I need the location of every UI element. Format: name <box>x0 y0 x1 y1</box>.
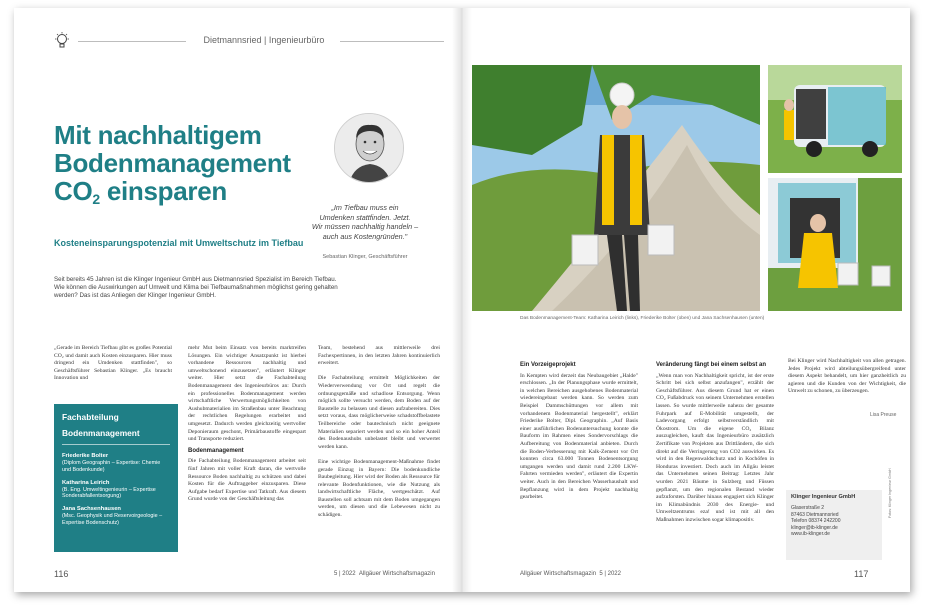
article-subtitle: Kosteneinsparungspotenzial mit Umweltschutz im Tiefbau <box>54 238 304 248</box>
left-page <box>14 8 462 592</box>
team-member-role: (B. Eng. Umweltingenieurin – Expertise Sonderabfallentsorgung) <box>62 486 156 500</box>
team-photo-van <box>768 65 902 173</box>
header-rule-left <box>78 41 186 42</box>
team-photo-kneeling <box>768 178 902 311</box>
sidebox-title: Fachabteilung <box>62 412 119 422</box>
team-sidebox <box>54 404 178 552</box>
portrait-illustration <box>335 114 404 183</box>
subheading-veraenderung: Veränderung fängt bei einem selbst an <box>656 362 767 368</box>
text-column-5: Veränderung fängt bei einem selbst an „Wenn man von Nachhaltigkeit spricht, ist der erste Schritt bei sich selbst anzufangen", erzählt der Geschäftsführer. Aus diesem Grund hat er einen CO₂ Fußabdruck von seinem Unternehmen erstellen lassen. So wurde mittlerweile nahezu der gesamte Fuhrpark auf E-Mobilität umgestellt, der Ladevorgang erfolgt selbstverständlich mit Ökostrom. Um die eigene CO₂ Bilanz auszugleichen, kauft das Ingenieurbüro zusätzlich Zertifikate von Projekten aus Drittländern, die sich direkt auf die Verringerung von CO2 auswirken. Es wird in den Regenwaldschutz und in Kochöfen in Honduras investiert. Doch auch im Allgäu leistet das Unternehmen seinen Beitrag: Letztes Jahr wurden 2021 Bäume in Sulzberg und Füssen gepflanzt, um den regionalen Bestand wieder aufzuforsten. Darüber hinaus engagiert sich Klinger im Klimabündnis 2030 des Energie- und Umweltzentrums eza! und ist mit all den Maßnahmen inzwischen sogar klimapositiv. <box>656 362 774 523</box>
company-email: klinger@ib-klinger.de <box>791 524 838 531</box>
text-column-2: mehr Mut beim Einsatz von bereits marktreifen Lösungen. Ein wichtiger Ansatzpunkt ist hierbei vorhandene Ressourcen nachhaltig und umweltschonend einzusetzen", erläutert Klinger weiter. Hier setzt die Fachabteilung Bodenmanagement des Ingenieurbüros an: Durch ein professionelles Bodenmanagement werden wirtschaftliche Verwertungsmöglichkeiten von Aushubmaterialien im Straßenbau unter Beachtung der rechtlichen Regelungen erarbeitet und umgesetzt. Dadurch werden gleichzeitig wertvoller Deponieraum geschont, Primärbaustoffe eingespart und Transporte reduziert. Bodenmanagement Die Fachabteilung Bodenmanagement arbeitet seit fünf Jahren mit voller Kraft daran, die wertvolle Ressource Boden nachhaltig zu schützen und dabei Kosten für die Auftraggeber einzusparen. Diese Aufgabe bedarf Expertise und Tatkraft. Aus diesem Grund wurde von der Geschäftsleitung das <box>188 345 306 503</box>
page-gutter-shadow <box>452 8 472 592</box>
text-column-6: Bei Klinger wird Nachhaltigkeit von allen getragen. Jedes Projekt wird abteilungsübergreifend unter diesem Aspekt behandelt, um hier ganzheitlich zu agieren und die Kunden von der Wichtigkeit, die Umwelt zu schonen, zu überzeugen. <box>788 358 906 395</box>
text-column-1: „Gerade im Bereich Tiefbau gibt es großes Potential CO₂ und damit auch Kosten einzusparen. Hier muss dringend ein Umdenken stattfinden", so Geschäftsführer Sebastian Klinger. „Es braucht Innovation und <box>54 345 172 382</box>
photo-credit-vertical: Fotos: Klinger Ingenieur GmbH <box>888 468 892 518</box>
team-member-name: Jana Sachsenhausen <box>62 506 121 513</box>
photo-caption: Das Bodenmanagement-Team: Katharina Leirich (links), Friederike Bolter (oben) und Jana Sachsenhausen (unten) <box>520 316 765 321</box>
team-member-name: Katharina Leirich <box>62 479 110 486</box>
company-contact-box <box>786 490 882 560</box>
article-intro: Seit bereits 45 Jahren ist die Klinger Ingenieur GmbH aus Dietmannsried Spezialist im Bereich Tiefbau. Wie können die Auswirkungen auf Umwelt und Klima bei Tiefbaumaßnahmen möglichst gering gehalten werden? Das ist das Anliegen der Klinger Ingenieur GmbH. <box>54 276 338 300</box>
section-header: Dietmannsried | Ingenieurbüro <box>203 35 325 45</box>
photo-illustration-gravel <box>472 65 760 311</box>
sidebox-title-2: Bodenmanagement <box>62 428 140 438</box>
text-column-4: Ein Vorzeigeprojekt In Kempten wird derzeit das Neubaugebiet „Halde" erschlossen. „In der Planungsphase wurde ermittelt, in welchen Bereichen ausgehobenes Bodenmaterial wiedereingebaut werden kann. So werden zum Beispiel Dammschüttungen vor allem mit vorhandenem Bodenmaterial hergestellt", erklärt Friederike Bolter, Dipl. Geographin. „Auf Basis einer ausführlichen Bodenuntersuchung konnte die Bauform im Rahmen eines Sondervorschlags die Aufbereitung von Bodenmaterial anbieten. Durch die Boden-Verbesserung mit Kalk-Zement vor Ort konnten circa 63.000 Tonnen Bodenentsorgung umgangen werden und damit rund 2.200 LKW-Fahrten vermieden werden", erläutert die Expertin weiter. Auch in den Bereichen Wasserhaushalt und Bepflanzung wird in dem Projekt nachhaltig gearbeitet. <box>520 362 638 501</box>
photo-illustration-kneeling <box>768 178 902 311</box>
team-member-name: Friederike Bolter <box>62 453 109 459</box>
company-name: Klinger Ingenieur GmbH <box>791 494 856 500</box>
header-rule-right <box>340 41 444 42</box>
pull-quote: „Im Tiefbau muss ein Umdenken stattfinden. Jetzt. Wir müssen nachhaltig handeln – auch aus Kostengründen." <box>311 203 419 241</box>
photo-illustration-van <box>768 65 902 173</box>
right-page <box>462 8 910 592</box>
team-photo-main <box>472 65 760 311</box>
team-member-role: (Msc. Geophysik und Reservoirgeologie – Expertise Bodenschutz) <box>62 513 163 526</box>
company-phone: Telefon 08374 242200 <box>791 518 841 525</box>
article-title: Mit nachhaltigem Bodenmanagement $CO_2$ einsparen <box>54 120 291 207</box>
author-signature: Lisa Preuse <box>870 412 897 418</box>
team-member-role: (Diplom Geographin – Expertise: Chemie und Bodenkunde) <box>62 460 161 473</box>
text-column-3: Team, bestehend aus mittlerweile drei Fachexpertinnen, in den letzten Jahren kontinuierlich erweitert. Die Fachabteilung ermittelt Möglichkeiten der Wiederverwendung vor Ort und regelt die ordnungsgemäße und schadlose Entsorgung. Wenn möglich sollte versucht werden, dem Boden auf der Baustelle zu belassen und diesen aufzubereiten. Dies setzt voraus, dass möglicherweise schadstoffbelastete Teilbereiche oder bautechnisch nicht geeignete Materialien separiert werden und so ein hoher Anteil des Bodenaushubs unbelastet bleibt und verwertet werden kann. Eine wichtige Bodenmanagement-Maßnahme findet gerade Einzug in Bayern: Die bodenkundliche Baubegleitung. Hier wird der Boden als Ressource für relevante Bodenfunktionen, wie die Nutzung als landwirtschaftliche Fläche, wertgeschätzt. Auf Baustellen soll achtsam mit dem Boden umgegangen werden, um diesen und die Lebewesen nicht zu schädigen. <box>318 345 440 519</box>
subheading-bodenmanagement: Bodenmanagement <box>188 447 244 454</box>
company-street: Glaserstraße 2 <box>791 505 825 511</box>
page-number-left: 116 <box>54 569 69 579</box>
company-website: www.ib-klinger.de <box>791 531 830 538</box>
magazine-spread <box>14 8 910 592</box>
company-city: 87463 Dietmannsried <box>791 511 839 518</box>
page-number-right: 117 <box>854 569 869 579</box>
portrait-photo <box>334 113 404 183</box>
issue-label-right: Allgäuer Wirtschaftsmagazin 5 | 2022 <box>520 571 621 577</box>
quote-author: Sebastian Klinger, Geschäftsführer <box>322 254 408 260</box>
subheading-vorzeigeprojekt: Ein Vorzeigeprojekt <box>520 362 576 368</box>
issue-label-left: 5 | 2022 Allgäuer Wirtschaftsmagazin <box>334 571 435 577</box>
lightbulb-icon <box>54 32 70 50</box>
sidebox-divider <box>62 444 170 445</box>
